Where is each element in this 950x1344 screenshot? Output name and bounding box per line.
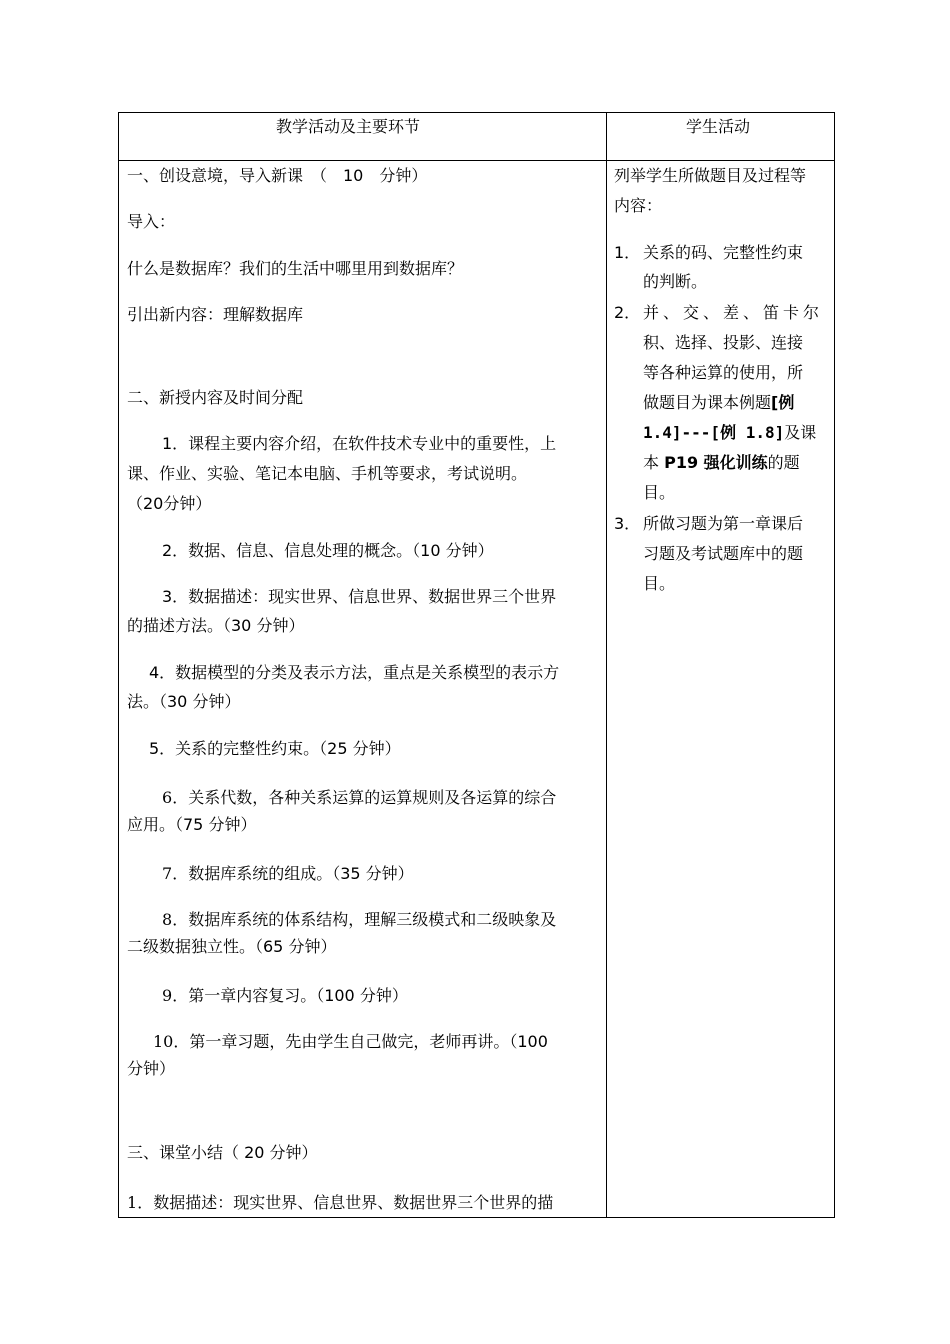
item-6-line-1 [162,788,556,808]
item-4-line-2: 法。（30 分钟） [127,692,241,711]
item-9-number: 9 [162,986,173,1005]
student-item-3-line-1: 所做习题为第一章课后 [643,514,804,533]
item-10-line-2: 分钟） [127,1059,176,1078]
header-teaching-activities: 教学活动及主要环节 [276,117,421,136]
student-item-1-line-1: 关系的码、完整性约束 [643,243,804,262]
example-range-suffix: 及课 [784,423,817,442]
student-item-2-line-6 [643,453,800,473]
item-7-text: ．数据库系统的组成。（35 分钟） [172,864,414,883]
student-item-3-number: 3． [614,514,641,533]
example-ref-text: 做题目为课本例题 [643,393,772,412]
student-item-2-line-3: 等各种运算的使用，所 [643,363,804,382]
item-3-line-1: 3．数据描述：现实世界、信息世界、数据世界三个世界 [162,587,557,606]
student-intro-line-1: 列举学生所做题目及过程等 [614,166,807,185]
header-student-activities: 学生活动 [686,117,751,136]
table-header-divider [118,160,835,161]
item-6-line-2: 应用。（75 分钟） [127,815,257,834]
intro-label: 导入： [127,212,176,231]
section-2-title: 二、新授内容及时间分配 [127,388,304,407]
item-1-line-3: （20分钟） [127,494,212,513]
item-9 [162,986,408,1006]
student-item-2-number: 2． [614,303,641,322]
item-8-text: ．数据库系统的体系结构，理解三级模式和二级映象及 [172,910,557,929]
item-9-text: ．第一章内容复习。（100 分钟） [172,986,408,1005]
table-border-right [834,112,835,1218]
table-column-divider [606,112,607,1218]
student-item-1-line-2: 的判断。 [643,272,708,291]
summary-line-1 [127,1193,553,1213]
item-6-text: ．关系代数，各种关系运算的运算规则及各运算的综合 [172,788,557,807]
item-7-number: 7 [162,864,173,883]
student-item-3-line-2: 习题及考试题库中的题 [643,544,804,563]
student-item-2-line-4 [643,393,794,413]
item-1-line-2: 课、作业、实验、笔记本电脑、手机等要求，考试说明。 [127,464,528,483]
item-8-line-2: 二级数据独立性。（65 分钟） [127,937,337,956]
item-8-number: 8 [162,910,173,929]
student-item-1-number: 1． [614,243,641,262]
new-content-line: 引出新内容：理解数据库 [127,305,304,324]
student-item-2-line-7: 目。 [643,483,676,502]
item-1-line-1: 1．课程主要内容介绍，在软件技术专业中的重要性，上 [162,434,557,453]
student-item-3-line-3: 目。 [643,574,676,593]
summary-number: 1 [127,1193,138,1212]
table-border-bottom [118,1217,835,1218]
example-ref-bold-start: [例 [771,393,795,412]
item-7 [162,864,414,884]
summary-text: ．数据描述：现实世界、信息世界、数据世界三个世界的描 [137,1193,554,1212]
intro-question: 什么是数据库？我们的生活中哪里用到数据库？ [127,259,464,278]
item-10-line-1 [153,1032,548,1052]
item-2: 2．数据、信息、信息处理的概念。（10 分钟） [162,541,494,560]
item-5: 5．关系的完整性约束。（25 分钟） [149,739,401,758]
textbook-suffix: 的题 [767,453,800,472]
section-3-title: 三、课堂小结（ 20 分钟） [127,1143,318,1162]
item-3-line-2: 的描述方法。（30 分钟） [127,616,305,635]
table-border-top [118,112,835,113]
item-6-number: 6 [162,788,173,807]
student-item-2-line-1: 并、交、差、笛卡尔 [643,303,824,322]
student-intro-line-2: 内容： [614,196,663,215]
textbook-prefix: 本 [643,453,665,472]
student-item-2-line-5 [643,423,816,443]
section-1-title: 一、创设意境，导入新课 （ 10 分钟） [127,166,428,185]
example-range-bold: 1.4]---[例 1.8] [643,423,785,442]
item-4-line-1: 4．数据模型的分类及表示方法，重点是关系模型的表示方 [149,663,560,682]
p19-training-bold: P19 强化训练 [664,453,768,472]
student-item-2-line-2: 积、选择、投影、连接 [643,333,804,352]
item-10-text: ．第一章习题，先由学生自己做完，老师再讲。（100 [173,1032,548,1051]
item-10-number: 10 [153,1032,174,1051]
item-8-line-1 [162,910,556,930]
table-border-left [118,112,119,1218]
